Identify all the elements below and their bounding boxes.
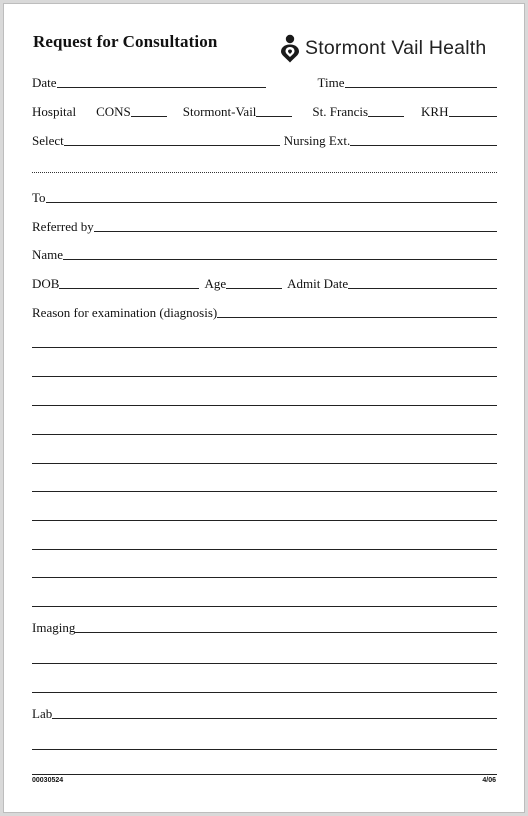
section-divider [32, 172, 497, 173]
form-number: 00030524 [32, 777, 64, 784]
footer-divider [32, 774, 497, 775]
reason-line[interactable] [32, 577, 497, 578]
form-title: Request for Consultation [33, 32, 218, 51]
brand-logo [280, 32, 486, 64]
hospital-row [32, 103, 497, 119]
stormont-vail-label: Stormont-Vail [182, 104, 257, 119]
form-revision: 4/06 [482, 777, 496, 784]
heart-drop-icon [280, 33, 300, 63]
time-label: Time [317, 75, 345, 90]
reason-row [32, 304, 497, 320]
dob-label: DOB [32, 276, 60, 291]
lab-label: Lab [32, 706, 53, 721]
lab-row [32, 705, 497, 721]
admit-date-label: Admit Date [287, 276, 349, 291]
krh-field[interactable] [449, 116, 498, 117]
age-field[interactable] [226, 288, 282, 289]
referred-by-label: Referred by [32, 219, 94, 234]
krh-label: KRH [421, 104, 449, 119]
referred-by-field[interactable] [94, 231, 497, 232]
nursing-ext-field[interactable] [350, 145, 497, 146]
dob-row [32, 275, 497, 291]
reason-line[interactable] [32, 463, 497, 464]
stormont-vail-field[interactable] [256, 116, 292, 117]
imaging-line[interactable] [32, 692, 497, 693]
reason-line[interactable] [32, 549, 497, 550]
cons-label: CONS [96, 104, 131, 119]
reason-line[interactable] [32, 347, 497, 348]
reason-line[interactable] [32, 520, 497, 521]
age-label: Age [204, 276, 227, 291]
st-francis-label: St. Francis [312, 104, 369, 119]
reason-field[interactable] [217, 317, 497, 318]
imaging-line[interactable] [32, 663, 497, 664]
admit-date-field[interactable] [348, 288, 497, 289]
to-row [32, 189, 497, 205]
reason-line[interactable] [32, 434, 497, 435]
reason-line[interactable] [32, 491, 497, 492]
reason-line[interactable] [32, 376, 497, 377]
name-row [32, 246, 497, 262]
referred-by-row [32, 218, 497, 234]
reason-line[interactable] [32, 606, 497, 607]
date-time-row [32, 74, 497, 90]
date-label: Date [32, 75, 57, 90]
to-label: To [32, 190, 46, 205]
lab-field[interactable] [52, 718, 497, 719]
reason-label: Reason for examination (diagnosis) [32, 305, 218, 320]
name-field[interactable] [63, 259, 497, 260]
imaging-field[interactable] [75, 632, 497, 633]
lab-line[interactable] [32, 749, 497, 750]
time-field[interactable] [345, 87, 497, 88]
consultation-form [3, 3, 525, 813]
name-label: Name [32, 247, 64, 262]
to-field[interactable] [46, 202, 497, 203]
reason-line[interactable] [32, 405, 497, 406]
date-field[interactable] [57, 87, 266, 88]
imaging-row [32, 619, 497, 635]
select-row [32, 132, 497, 148]
st-francis-field[interactable] [368, 116, 404, 117]
cons-field[interactable] [131, 116, 167, 117]
select-field[interactable] [64, 145, 280, 146]
select-label: Select [32, 133, 64, 148]
imaging-label: Imaging [32, 620, 76, 635]
hospital-label: Hospital [32, 104, 77, 119]
brand-name: Stormont Vail Health [305, 36, 487, 59]
dob-field[interactable] [59, 288, 199, 289]
nursing-ext-label: Nursing Ext. [283, 133, 351, 148]
